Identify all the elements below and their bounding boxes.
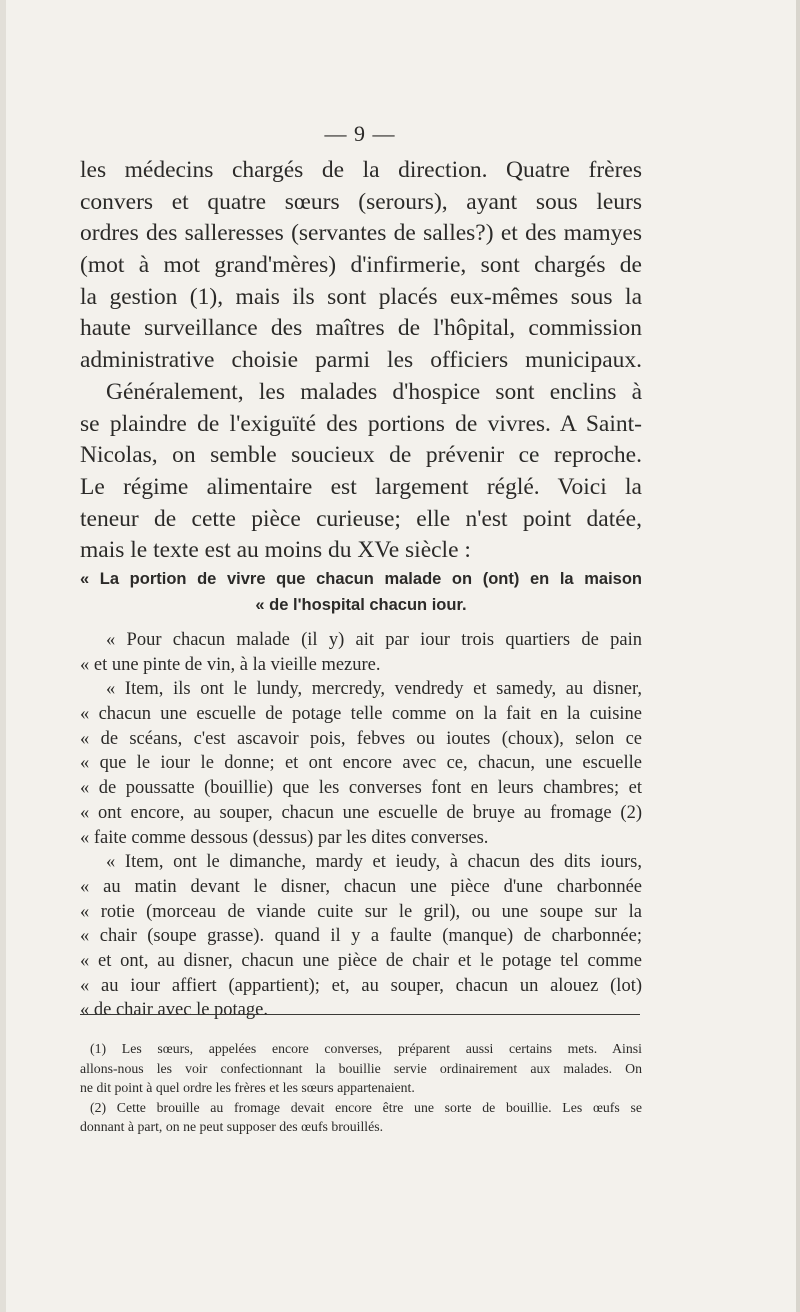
quote-line: « de scéans, c'est ascavoir pois, febves ou ioutes (choux), selon ce (80, 728, 642, 749)
footnote-line: ne dit point à quel ordre les frères et les sœurs appartenaient. (80, 1080, 415, 1095)
text-line: administrative choisie parmi les officiers municipaux. (80, 347, 642, 374)
quote-line: « de chair avec le potage. (80, 1000, 268, 1021)
footnote-line: donnant à part, on ne peut supposer des œufs brouillés. (80, 1119, 384, 1134)
text-line: Généralement, les malades d'hospice sont enclins à (106, 378, 642, 405)
page-number: — 9 — (324, 121, 396, 146)
quoted-document (80, 628, 642, 1023)
quote-line: « Item, ont le dimanche, mardy et ieudy, à chacun des dits iours, (106, 852, 642, 873)
text-line: ordres des salleresses (servantes de salles?) et des mamyes (80, 220, 642, 247)
page-edge-right (796, 0, 800, 1312)
text-line: convers et quatre sœurs (serours), ayant sous leurs (80, 188, 642, 215)
text-line: Nicolas, on semble soucieux de prévenir ce reproche. (80, 442, 642, 469)
quote-line: « chacun une escuelle de potage telle comme on la fait en la cuisine (80, 704, 642, 725)
heading-line: « de l'hospital chacun iour. (255, 596, 467, 614)
footnote-line: (2) Cette brouille au fromage devait encore être une sorte de bouillie. Les œufs se (90, 1099, 642, 1115)
text-line: teneur de cette pièce curieuse; elle n'est point datée, (80, 505, 642, 532)
quote-line: « au matin devant le disner, chacun une pièce d'une charbonnée (80, 876, 642, 897)
text-line: les médecins chargés de la direction. Quatre frères (80, 157, 642, 183)
quote-line: « rotie (morceau de viande cuite sur le gril), ou une soupe sur la (80, 901, 642, 922)
quote-line: « et une pinte de vin, à la vieille mezure. (80, 654, 381, 675)
text-line: mais le texte est au moins du XVe siècle : (80, 537, 471, 564)
text-line: haute surveillance des maîtres de l'hôpital, commission (80, 315, 642, 342)
quote-line: « que le iour le donne; et ont encore avec ce, chacun, une escuelle (80, 753, 642, 774)
document-heading (80, 566, 642, 618)
page-edge-left (0, 0, 6, 1312)
quote-line: « au iour affiert (appartient); et, au souper, chacun un alouez (lot) (80, 975, 642, 996)
quote-line: « ont encore, au souper, chacun une escuelle de bruye au fromage (2) (80, 802, 642, 823)
quote-line: « de poussatte (bouillie) que les converses font en leurs chambres; et (80, 778, 642, 799)
heading-line: « La portion de vivre que chacun malade on (ont) en la maison (80, 570, 642, 588)
quote-line: « faite comme dessous (dessus) par les dites converses. (80, 827, 489, 848)
footnotes (80, 1039, 642, 1137)
footnote-divider (80, 1014, 640, 1015)
text-line: se plaindre de l'exiguïté des portions de vivres. A Saint- (80, 410, 642, 437)
footnote-line: allons-nous les voir confectionnant la bouillie servie ordinairement aux malades. On (80, 1060, 642, 1076)
text-line: Le régime alimentaire est largement réglé. Voici la (80, 473, 642, 500)
main-text (80, 155, 642, 567)
quote-line: « chair (soupe grasse). quand il y a faulte (manque) de charbonnée; (80, 926, 642, 947)
text-line: (mot à mot grand'mères) d'infirmerie, sont chargés de (80, 252, 642, 279)
quote-line: « Pour chacun malade (il y) ait par iour trois quartiers de pain (106, 630, 642, 650)
quote-line: « et ont, au disner, chacun une pièce de chair et le potage tel comme (80, 950, 642, 971)
footnote-line: (1) Les sœurs, appelées encore converses, préparent aussi certains mets. Ainsi (90, 1041, 642, 1056)
text-line: la gestion (1), mais ils sont placés eux-mêmes sous la (80, 283, 642, 310)
quote-line: « Item, ils ont le lundy, mercredy, vendredy et samedy, au disner, (106, 679, 642, 700)
